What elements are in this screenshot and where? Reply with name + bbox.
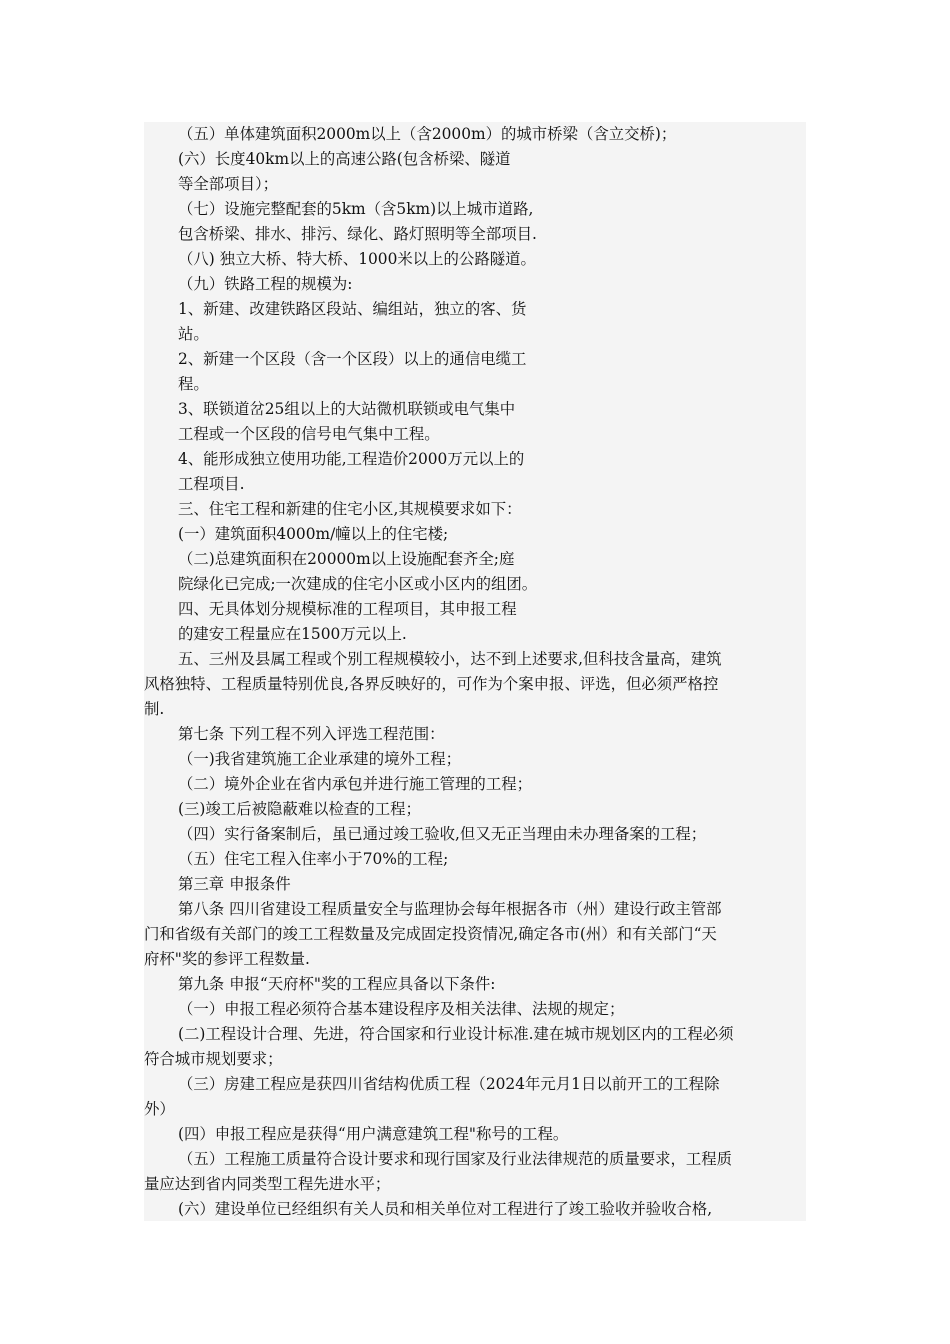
text-line: 第三章 申报条件 [178, 875, 291, 893]
text-line: 站。 [178, 325, 209, 343]
text-line: 1、新建、改建铁路区段站、编组站，独立的客、货 [178, 300, 527, 318]
text-line: 四、无具体划分规模标准的工程项目，其申报工程 [178, 600, 517, 618]
text-line: （二）境外企业在省内承包并进行施工管理的工程； [178, 775, 532, 793]
text-line: (三)竣工后被隐蔽难以检查的工程； [178, 800, 421, 818]
text-line: （七）设施完整配套的5km（含5km)以上城市道路, [178, 200, 534, 218]
text-line: （三）房建工程应是获四川省结构优质工程（2024年元月1日以前开工的工程除 [178, 1075, 720, 1093]
text-line: 府杯"奖的参评工程数量. [144, 950, 310, 968]
text-line: （一）申报工程必须符合基本建设程序及相关法律、法规的规定； [178, 1000, 625, 1018]
text-line: （五）工程施工质量符合设计要求和现行国家及行业法律规范的质量要求，工程质 [178, 1150, 733, 1168]
text-line: 包含桥梁、排水、排污、绿化、路灯照明等全部项目. [178, 225, 537, 243]
text-line: （五）住宅工程入住率小于70%的工程; [178, 850, 449, 868]
text-line: （二)总建筑面积在20000m以上设施配套齐全;庭 [178, 550, 515, 568]
text-line: (二)工程设计合理、先进，符合国家和行业设计标准.建在城市规划区内的工程必须 [178, 1025, 734, 1043]
text-line: 量应达到省内同类型工程先进水平； [144, 1175, 391, 1193]
text-line: 三、住宅工程和新建的住宅小区,其规模要求如下： [178, 500, 522, 518]
text-line: 制. [144, 700, 165, 718]
text-line: 等全部项目）； [178, 175, 279, 193]
text-line: 2、新建一个区段（含一个区段）以上的通信电缆工 [178, 350, 527, 368]
text-line: （八) 独立大桥、特大桥、1000米以上的公路隧道。 [178, 250, 536, 268]
text-line: 工程或一个区段的信号电气集中工程。 [178, 425, 440, 443]
text-line: （五）单体建筑面积2000m以上（含2000m）的城市桥梁（含立交桥)； [178, 125, 677, 143]
text-line: （一)我省建筑施工企业承建的境外工程； [178, 750, 462, 768]
document-text-block [144, 122, 806, 1221]
text-line: 符合城市规划要求； [144, 1050, 283, 1068]
text-line: （四）实行备案制后，虽已通过竣工验收,但又无正当理由未办理备案的工程； [178, 825, 707, 843]
text-line: (六）建设单位已经组织有关人员和相关单位对工程进行了竣工验收并验收合格, [178, 1200, 713, 1218]
text-line: 4、能形成独立使用功能,工程造价2000万元以上的 [178, 450, 525, 468]
text-line: 门和省级有关部门的竣工工程数量及完成固定投资情况,确定各市(州）和有关部门“天 [144, 925, 717, 943]
text-line: 风格独特、工程质量特别优良,各界反映好的，可作为个案申报、评选，但必须严格控 [144, 675, 719, 693]
text-line: 院绿化已完成;一次建成的住宅小区或小区内的组团。 [178, 575, 538, 593]
text-line: (一）建筑面积4000m/幢以上的住宅楼; [178, 525, 449, 543]
text-line: 五、三州及县属工程或个别工程规模较小，达不到上述要求,但科技含量高，建筑 [178, 650, 722, 668]
text-line: 外） [144, 1100, 175, 1118]
text-line: （九）铁路工程的规模为: [178, 275, 353, 293]
text-line: (六）长度40km以上的高速公路(包含桥梁、隧道 [178, 150, 511, 168]
text-line: 3、联锁道岔25组以上的大站微机联锁或电气集中 [178, 400, 516, 418]
text-line: (四）申报工程应是获得“用户满意建筑工程"称号的工程。 [178, 1125, 569, 1143]
text-line: 第八条 四川省建设工程质量安全与监理协会每年根据各市（州）建设行政主管部 [178, 900, 722, 918]
text-line: 程。 [178, 375, 209, 393]
text-line: 的建安工程量应在1500万元以上. [178, 625, 407, 643]
text-line: 第七条 下列工程不列入评选工程范围： [178, 725, 445, 743]
text-line: 工程项目. [178, 475, 245, 493]
text-line: 第九条 申报“天府杯"奖的工程应具备以下条件: [178, 975, 496, 993]
